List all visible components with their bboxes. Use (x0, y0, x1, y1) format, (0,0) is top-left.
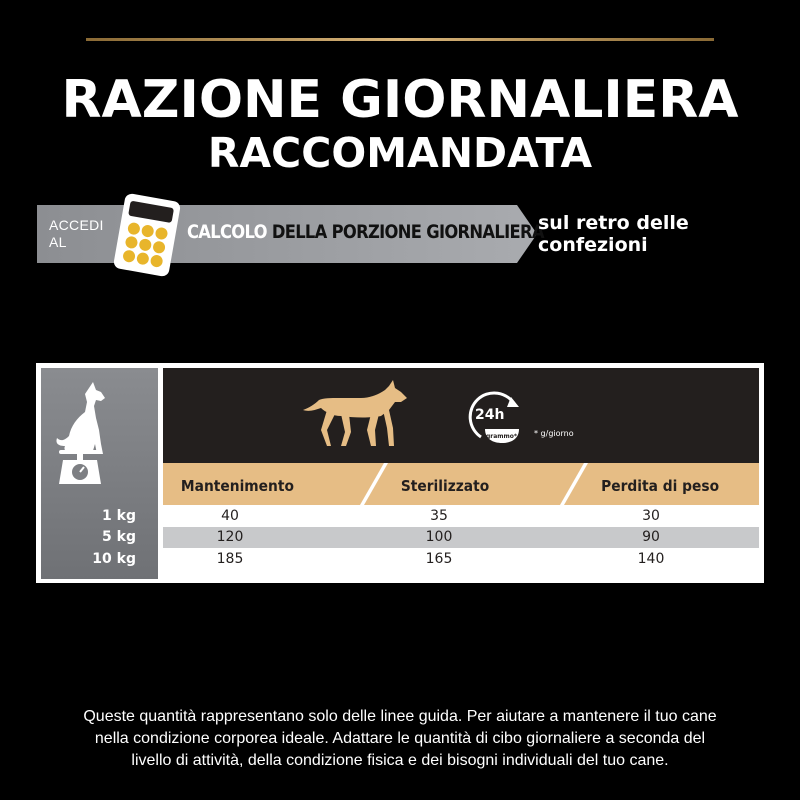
banner-headline (187, 221, 544, 243)
table-cell: 90 (642, 529, 660, 545)
table-cell: 30 (642, 508, 660, 524)
table-cell: 40 (221, 508, 239, 524)
row-label-5kg: 5 kg (102, 529, 136, 545)
headline-rest: DELLA PORZIONE GIORNALIERA (271, 221, 544, 243)
column-header-sterilized: Sterilizzato (400, 477, 490, 495)
column-header-weight-loss: Perdita di peso (601, 477, 720, 495)
scale-icon (55, 448, 105, 486)
table-cell: 140 (637, 551, 665, 567)
column-header-maintenance: Mantenimento (180, 477, 294, 495)
unit-caption: grammo* (486, 433, 518, 440)
unit-badge: 24h (475, 407, 505, 423)
feeding-table (36, 363, 764, 583)
table-cell: 100 (425, 529, 453, 545)
page-subtitle: RACCOMANDATA (207, 129, 593, 177)
gold-divider (86, 38, 714, 41)
table-cell: 185 (216, 551, 244, 567)
row-label-10kg: 10 kg (92, 551, 136, 567)
banner-side-note: sul retro delle confezioni (538, 212, 689, 256)
row-label-1kg: 1 kg (102, 508, 136, 524)
table-cell: 120 (216, 529, 244, 545)
clock-bowl-icon (461, 385, 531, 445)
per-day-note: * g/giorno (534, 429, 574, 438)
page-title: RAZIONE GIORNALIERA (61, 70, 739, 130)
calculator-icon (111, 193, 183, 277)
table-cell: 165 (425, 551, 453, 567)
accedi-label: ACCEDI AL (49, 217, 104, 250)
disclaimer-text: Queste quantità rappresentano solo delle linee guida. Per aiutare a mantenere il tuo cane nella condizione corporea ideale. Adattare le quantità di cibo giornaliere a seconda del livello di attività, della condizione fisica e dei bisogni individuali del tuo cane. (83, 708, 717, 769)
table-cell: 35 (430, 508, 448, 524)
walking-dog-icon (301, 380, 411, 452)
headline-highlight: CALCOLO (187, 221, 267, 243)
portion-calculator-banner (37, 205, 544, 263)
weight-column (41, 368, 158, 579)
